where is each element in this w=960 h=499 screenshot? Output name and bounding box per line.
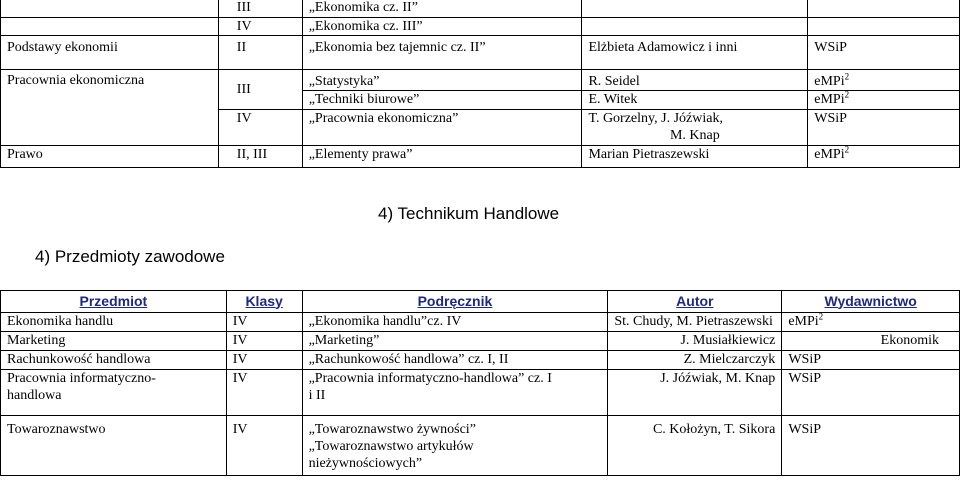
publisher-cell: WSiP (782, 370, 960, 416)
subject-cell (1, 370, 227, 416)
book-cell: „Ekonomika cz. III” (302, 17, 582, 35)
book-cell: „Ekonomika cz. II” (302, 0, 582, 17)
header-class: Klasy (226, 291, 302, 313)
publisher-cell: WSiP (782, 416, 960, 476)
class-cell: III (218, 69, 302, 109)
author-cell: J. Jóźwiak, M. Knap (608, 370, 782, 416)
class-cell: IV (226, 416, 302, 476)
book-cell: „Ekonomia bez tajemnic cz. II” (302, 35, 582, 69)
author-cell: R. Seidel (582, 69, 808, 90)
header-book: Podręcznik (302, 291, 608, 313)
textbook-table-vocational (0, 290, 960, 476)
subject-cell: Ekonomika handlu (1, 313, 227, 332)
superscript: 2 (844, 70, 850, 81)
book-cell: „Elementy prawa” (302, 145, 582, 167)
author-cell: St. Chudy, M. Pietraszewski (608, 313, 782, 332)
publisher-cell: WSiP (808, 109, 960, 145)
header-publisher: Wydawnictwo (782, 291, 960, 313)
book-line: i II (308, 388, 326, 403)
book-cell: „Pracownia ekonomiczna” (302, 109, 582, 145)
publisher-cell: WSiP (808, 35, 960, 69)
publisher-cell (808, 17, 960, 35)
book-cell (302, 370, 608, 416)
subject-cell: Podstawy ekonomii (1, 35, 219, 69)
publisher-cell (808, 0, 960, 17)
subject-cell (1, 17, 219, 35)
subject-cell: Prawo (1, 145, 219, 167)
class-cell: IV (226, 351, 302, 370)
superscript: 2 (844, 88, 850, 99)
book-cell (302, 416, 608, 476)
header-author: Autor (608, 291, 782, 313)
author-cell: Elżbieta Adamowicz i inni (582, 35, 808, 69)
class-cell: IV (218, 17, 302, 35)
subject-line: Pracownia informatyczno- (7, 371, 156, 386)
subject-cell: Towaroznawstwo (1, 416, 227, 476)
class-cell: IV (218, 109, 302, 145)
book-line: nieżywnościowych” (308, 456, 423, 471)
class-cell: IV (226, 332, 302, 351)
author-cell: Marian Pietraszewski (582, 145, 808, 167)
author-cell: C. Kołożyn, T. Sikora (608, 416, 782, 476)
book-cell: „Marketing” (302, 332, 608, 351)
class-cell: II, III (218, 145, 302, 167)
author-cell (582, 0, 808, 17)
class-cell: IV (226, 313, 302, 332)
publisher-name: eMPi (788, 314, 819, 329)
header-subject: Przedmiot (1, 291, 227, 313)
author-line: T. Gorzelny, J. Jóźwiak, (588, 110, 723, 126)
publisher-cell: Ekonomik (782, 332, 960, 351)
book-line: „Towaroznawstwo żywności” (308, 422, 476, 437)
author-cell: E. Witek (582, 90, 808, 109)
class-cell: III (218, 0, 302, 17)
subject-cell (1, 0, 219, 17)
superscript: 2 (818, 311, 824, 322)
author-line: M. Knap (669, 127, 720, 143)
book-line: „Pracownia informatyczno-handlowa” cz. I (308, 371, 552, 386)
book-cell: „Techniki biurowe” (302, 90, 582, 109)
author-cell: J. Musiałkiewicz (608, 332, 782, 351)
book-cell: „Rachunkowość handlowa” cz. I, II (302, 351, 608, 370)
author-cell: Z. Mielczarczyk (608, 351, 782, 370)
class-cell: II (218, 35, 302, 69)
subject-cell: Marketing (1, 332, 227, 351)
subject-cell: Pracownia ekonomiczna (1, 69, 219, 145)
class-cell: IV (226, 370, 302, 416)
publisher-cell (808, 90, 960, 109)
publisher-cell (808, 69, 960, 90)
author-cell (582, 109, 808, 145)
book-line: „Towaroznawstwo artykułów (308, 439, 474, 454)
publisher-cell (782, 313, 960, 332)
heading-przedmioty: 4) Przedmioty zawodowe (35, 247, 225, 266)
textbook-table-top (0, 0, 960, 168)
publisher-cell (808, 145, 960, 167)
book-cell: „Ekonomika handlu”cz. IV (302, 313, 608, 332)
publisher-cell: WSiP (782, 351, 960, 370)
publisher-name: eMPi (814, 91, 845, 107)
subject-line: handlowa (7, 388, 62, 403)
subject-cell: Rachunkowość handlowa (1, 351, 227, 370)
heading-technikum: 4) Technikum Handlowe (378, 204, 560, 223)
publisher-name: eMPi (814, 146, 845, 162)
publisher-name: eMPi (814, 73, 845, 89)
superscript: 2 (844, 143, 850, 154)
book-cell: „Statystyka” (302, 69, 582, 90)
author-cell (582, 17, 808, 35)
